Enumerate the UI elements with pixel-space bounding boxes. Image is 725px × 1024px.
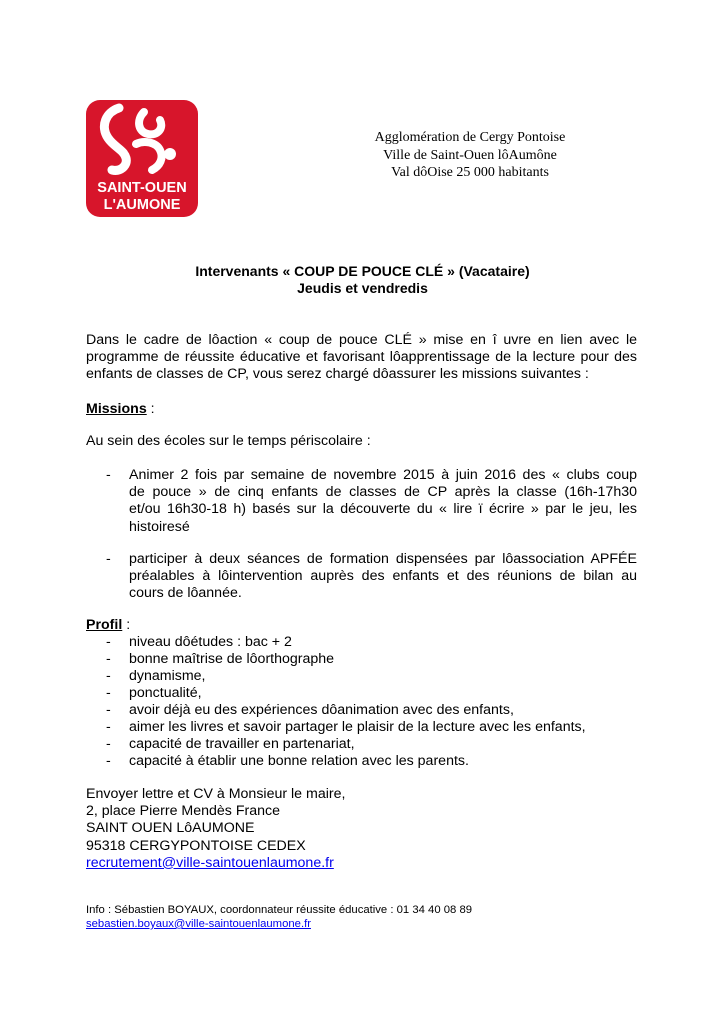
- intro-paragraph: [86, 332, 637, 384]
- header-line-val-doise: Val dôOise 25 000 habitants: [391, 165, 549, 180]
- mission-line: participer à deux séances de formation dispensées par lôassociation APFÉE: [129, 551, 637, 567]
- profil-item-text: aimer les livres et savoir partager le plaisir de la lecture avec les enfants,: [129, 719, 586, 735]
- profil-heading-colon: :: [122, 617, 131, 633]
- profil-item-text: dynamisme,: [129, 668, 206, 684]
- header-block: [330, 129, 610, 182]
- bullet-dash: -: [106, 685, 111, 701]
- profil-item-text: bonne maîtrise de lôorthographe: [129, 651, 335, 667]
- info-line: Info : Sébastien BOYAUX, coordonnateur réussite éducative : 01 34 40 08 89: [86, 904, 473, 916]
- header-line-agglomeration: Agglomération de Cergy Pontoise: [374, 130, 566, 145]
- bullet-dash: -: [106, 702, 111, 718]
- profil-heading-label: Profil: [86, 617, 123, 633]
- contact-line: 95318 CERGYPONTOISE CEDEX: [86, 837, 306, 854]
- intro-line: Dans le cadre de lôaction « coup de pouce CLÉ » mise en î uvre en lien avec le: [86, 332, 637, 348]
- logo-line2: L'AUMONE: [103, 197, 181, 213]
- profil-item-text: avoir déjà eu des expériences dôanimation avec des enfants,: [129, 702, 514, 718]
- bullet-dash: -: [106, 551, 111, 567]
- contact-line: Envoyer lettre et CV à Monsieur le maire,: [86, 786, 346, 802]
- mission-line: cours de lôannée.: [129, 585, 242, 602]
- missions-heading-colon: :: [146, 401, 155, 417]
- intro-line: enfants de classes de CP, vous serez chargé dôassurer les missions suivantes :: [86, 366, 589, 383]
- profil-item-text: ponctualité,: [129, 685, 202, 701]
- bullet-dash: -: [106, 634, 111, 650]
- contact-line: 2, place Pierre Mendès France: [86, 803, 280, 820]
- bullet-dash: -: [106, 736, 111, 752]
- intro-line: programme de réussite éducative et favorisant lôapprentissage de la lecture pour des: [86, 349, 637, 366]
- missions-heading-label: Missions: [86, 401, 147, 417]
- document-title: [0, 263, 725, 297]
- missions-heading: [86, 401, 155, 418]
- bullet-dash: -: [106, 467, 111, 483]
- title-line2: Jeudis et vendredis: [297, 280, 428, 296]
- bullet-dash: -: [106, 753, 111, 769]
- info-footer: [86, 903, 472, 931]
- mission-line: préalables à lôintervention auprès des enfants et des réunions de bilan au: [129, 568, 637, 585]
- mission-line: de pouce » de cinq enfants de classes de CP après la classe (16h-17h30: [129, 484, 637, 501]
- bullet-dash: -: [106, 719, 111, 735]
- missions-context: Au sein des écoles sur le temps périscolaire :: [86, 433, 371, 449]
- profil-heading: [86, 617, 130, 634]
- saint-ouen-logo: [86, 100, 198, 217]
- profil-item-text: niveau dôétudes : bac + 2: [129, 634, 292, 650]
- bullet-dash: -: [106, 651, 111, 667]
- logo-line1: SAINT-OUEN: [97, 180, 187, 196]
- mission-line: et/ou 16h30-18 h) basés sur la découverte du « lire ï écrire » par le jeu, les: [129, 501, 637, 518]
- mission-line: histoiresé: [129, 518, 190, 535]
- header-line-ville: Ville de Saint-Ouen lôAumône: [383, 147, 557, 163]
- profil-item-text: capacité à établir une bonne relation avec les parents.: [129, 753, 469, 769]
- profil-item-text: capacité de travailler en partenariat,: [129, 736, 355, 752]
- contact-line: SAINT OUEN LôAUMONE: [86, 820, 255, 837]
- recruitment-email-link[interactable]: recrutement@ville-saintouenlaumone.fr: [86, 854, 334, 871]
- bullet-dash: -: [106, 668, 111, 684]
- title-line1: Intervenants « COUP DE POUCE CLÉ » (Vacataire): [195, 263, 530, 279]
- contact-block: [86, 786, 345, 872]
- coordinator-email-link[interactable]: sebastien.boyaux@ville-saintouenlaumone.fr: [86, 918, 311, 930]
- mission-line: Animer 2 fois par semaine de novembre 2015 à juin 2016 des « clubs coup: [129, 467, 637, 483]
